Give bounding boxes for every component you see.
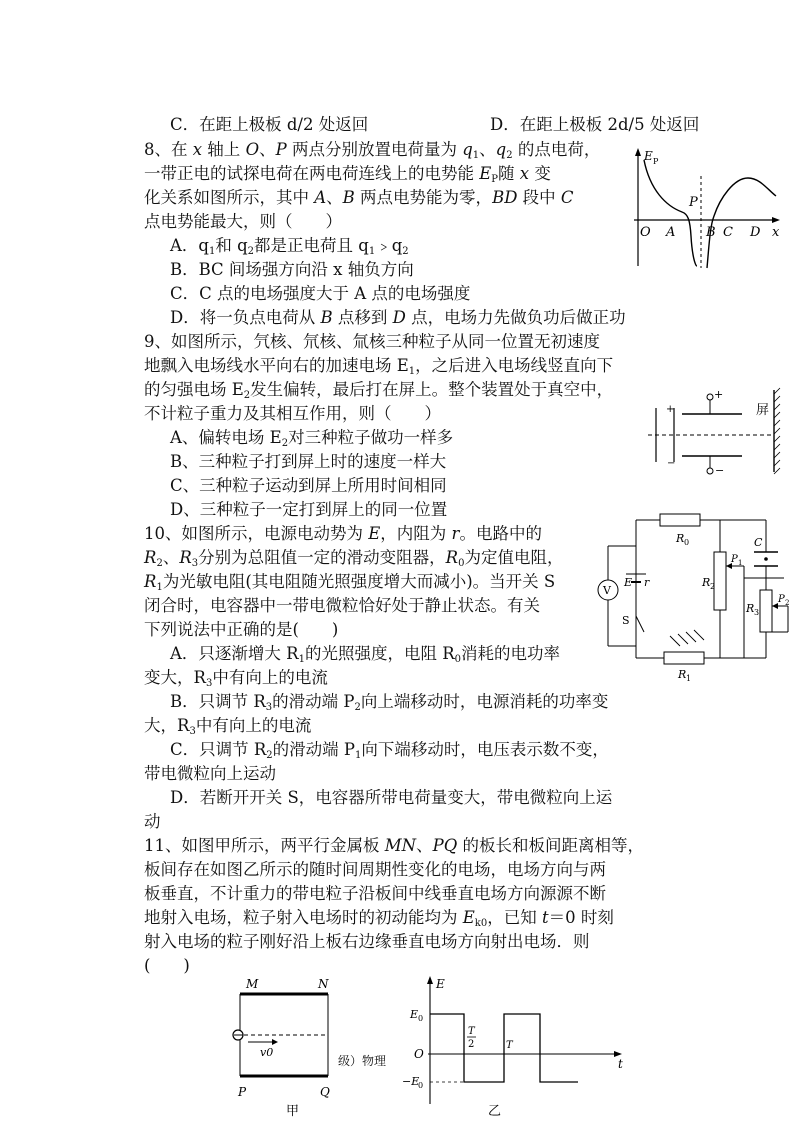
svg-text:R: R (746, 602, 755, 615)
q11-stem-line6: ( ) (144, 956, 190, 975)
svg-text:E: E (436, 977, 445, 991)
svg-text:0: 0 (418, 1081, 424, 1090)
q8-potential-energy-graph (628, 146, 784, 272)
svg-text:C: C (754, 536, 763, 549)
svg-text:R: R (702, 576, 711, 589)
q10-option-b-line2: 大，$R_3$中有向上的电流 (144, 716, 312, 737)
svg-text:0: 0 (684, 538, 690, 547)
svg-text:O: O (414, 1047, 424, 1061)
svg-text:R: R (678, 668, 687, 681)
q10-option-b-line1: B．只调节 $R_3$的滑动端 $P_2$向上端移动时，电源消耗的功率变 (170, 692, 609, 713)
q10-stem-line2: $R_2$、$R_3$分别为总阻值一定的滑动变阻器，$R_0$为定值电阻， (144, 548, 564, 569)
svg-text:2: 2 (785, 599, 790, 607)
q7-option-d: D．在距上极板 2d/5 处返回 (490, 115, 700, 134)
q11-figure-yi-efield-graph (392, 972, 628, 1120)
svg-text:r: r (644, 576, 650, 589)
svg-text:2: 2 (468, 1039, 475, 1050)
q11-stem-line2: 板间存在如图乙所示的随时间周期性变化的电场，电场方向与两 (144, 860, 606, 879)
graph-label-a: A (666, 225, 676, 240)
svg-text:P: P (238, 1085, 247, 1099)
q9-option-c: C、三种粒子运动到屏上所用时间相同 (170, 476, 447, 495)
svg-text:−E: −E (402, 1075, 420, 1088)
svg-text:T: T (506, 1040, 513, 1051)
graph-label-c: C (723, 225, 733, 240)
q10-option-c-line1: C．只调节 $R_2$的滑动端 $P_1$向下端移动时，电压表示数不变， (170, 740, 609, 761)
q10-stem-line1: 10、如图所示，电源电动势为 E，内阻为 r。电路中的 (144, 524, 542, 543)
svg-text:N: N (318, 977, 329, 991)
svg-text:T: T (468, 1026, 475, 1037)
q11-stem-line5: 射入电场的粒子刚好沿上板右边缘垂直电场方向射出电场．则 (144, 932, 590, 951)
q9-stem-line4: 不计粒子重力及其相互作用，则（ ） (144, 404, 441, 423)
q8-option-c: C．C 点的电场强度大于 A 点的电场强度 (170, 284, 471, 303)
q9-option-d: D、三种粒子一定打到屏上的同一位置 (170, 500, 448, 519)
svg-text:E: E (624, 576, 633, 589)
q9-option-a: A、偏转电场 $E_2$对三种粒子做功一样多 (170, 428, 454, 449)
svg-text:P: P (778, 594, 785, 605)
screen-label: 屏 (756, 403, 770, 418)
svg-text:3: 3 (754, 608, 760, 617)
svg-text:1: 1 (738, 559, 743, 567)
q10-option-a-line1: A．只逐渐增大 $R_1$的光照强度，电阻 $R_0$消耗的电功率 (170, 644, 561, 665)
graph-label-p: P (689, 195, 698, 210)
q10-option-a-line2: 变大，$R_3$中有向上的电流 (144, 668, 328, 689)
q8-option-a: A．$q_1$和 $q_2$都是正电荷且 $q_1﹥q_2$ (170, 236, 409, 257)
q8-option-d: D．将一负点电荷从 B 点移到 D 点，电场力先做负功后做正功 (170, 308, 626, 327)
q10-stem-line4: 闭合时，电容器中一带电微粒恰好处于静止状态。有关 (144, 596, 540, 615)
q11-stem-line3: 板垂直，不计重力的带电粒子沿板间中线垂直电场方向源源不断 (144, 884, 606, 903)
q8-option-b: B．BC 间场强方向沿 x 轴负方向 (170, 260, 414, 279)
q10-option-c-line2: 带电微粒向上运动 (144, 764, 276, 783)
accel-plate-plus: + (666, 404, 675, 415)
q11-stem-line1: 11、如图甲所示，两平行金属板 MN、PQ 的板长和板间距离相等， (144, 836, 644, 855)
q7-option-c: C．在距上极板 d/2 处返回 (170, 115, 369, 134)
overlay-watermark-text: 级）物理 (338, 1054, 387, 1068)
graph-label-d: D (750, 225, 761, 240)
q10-stem-line3: $R_1$为光敏电阻(其电阻随光照强度增大而减小)。当开关 S (144, 572, 556, 593)
q9-deflection-apparatus (642, 384, 788, 476)
graph-ylabel-sub: P (653, 157, 659, 166)
svg-text:1: 1 (686, 674, 692, 683)
q8-stem-line4: 点电势能最大，则（ ） (144, 212, 342, 231)
figure-caption-jia: 甲 (286, 1104, 300, 1119)
svg-text:0: 0 (418, 1014, 424, 1023)
svg-text:R: R (676, 532, 685, 545)
svg-text:P: P (731, 554, 738, 565)
svg-text:E: E (410, 1008, 419, 1021)
q9-stem-line3: 的匀强电场 $E_2$发生偏转，最后打在屏上。整个装置处于真空中， (144, 380, 614, 401)
graph-label-o: O (640, 225, 651, 240)
graph-ylabel: E (644, 149, 653, 163)
q10-option-d-line1: D．若断开开关 S，电容器所带电荷量变大，带电微粒向上运 (170, 788, 613, 807)
accel-plate-minus: − (667, 458, 676, 469)
svg-text:V: V (603, 584, 611, 597)
svg-text:Q: Q (320, 1085, 330, 1099)
graph-label-b: B (706, 225, 716, 240)
svg-text:M: M (246, 977, 259, 991)
q9-option-b: B、三种粒子打到屏上时的速度一样大 (170, 452, 447, 471)
q10-stem-line5: 下列说法中正确的是( ) (144, 620, 339, 639)
svg-text:t: t (618, 1057, 623, 1071)
q9-stem-line1: 9、如图所示，氕核、氘核、氚核三种粒子从同一位置无初速度 (144, 332, 600, 351)
q8-stem-line1: 8、在 x 轴上 O、P 两点分别放置电荷量为 $q_1$、$q_2$ 的点电荷， (144, 140, 601, 161)
svg-text:S: S (622, 614, 630, 627)
q11-figure-jia-plates (226, 972, 366, 1120)
deflect-plate-plus: + (714, 388, 724, 401)
svg-text:2: 2 (710, 582, 716, 591)
q8-stem-line2: 一带正电的试探电荷在两电荷连线上的电势能 $E_P$随 x 变 (144, 164, 551, 185)
q11-stem-line4: 地射入电场，粒子射入电场时的初动能均为 $E_{k0}$，已知 t＝0 时刻 (144, 908, 614, 929)
deflect-plate-minus: − (715, 464, 725, 476)
q8-stem-line3: 化关系如图所示，其中 A、B 两点电势能为零，BD 段中 C (144, 188, 574, 207)
q10-circuit-diagram (594, 506, 794, 686)
figure-caption-yi: 乙 (488, 1104, 502, 1119)
graph-xlabel: x (772, 225, 780, 240)
svg-text:v0: v0 (260, 1046, 274, 1059)
q10-option-d-line2: 动 (144, 812, 161, 831)
q9-stem-line2: 地飘入电场线水平向右的加速电场 $E_1$，之后进入电场线竖直向下 (144, 356, 614, 377)
